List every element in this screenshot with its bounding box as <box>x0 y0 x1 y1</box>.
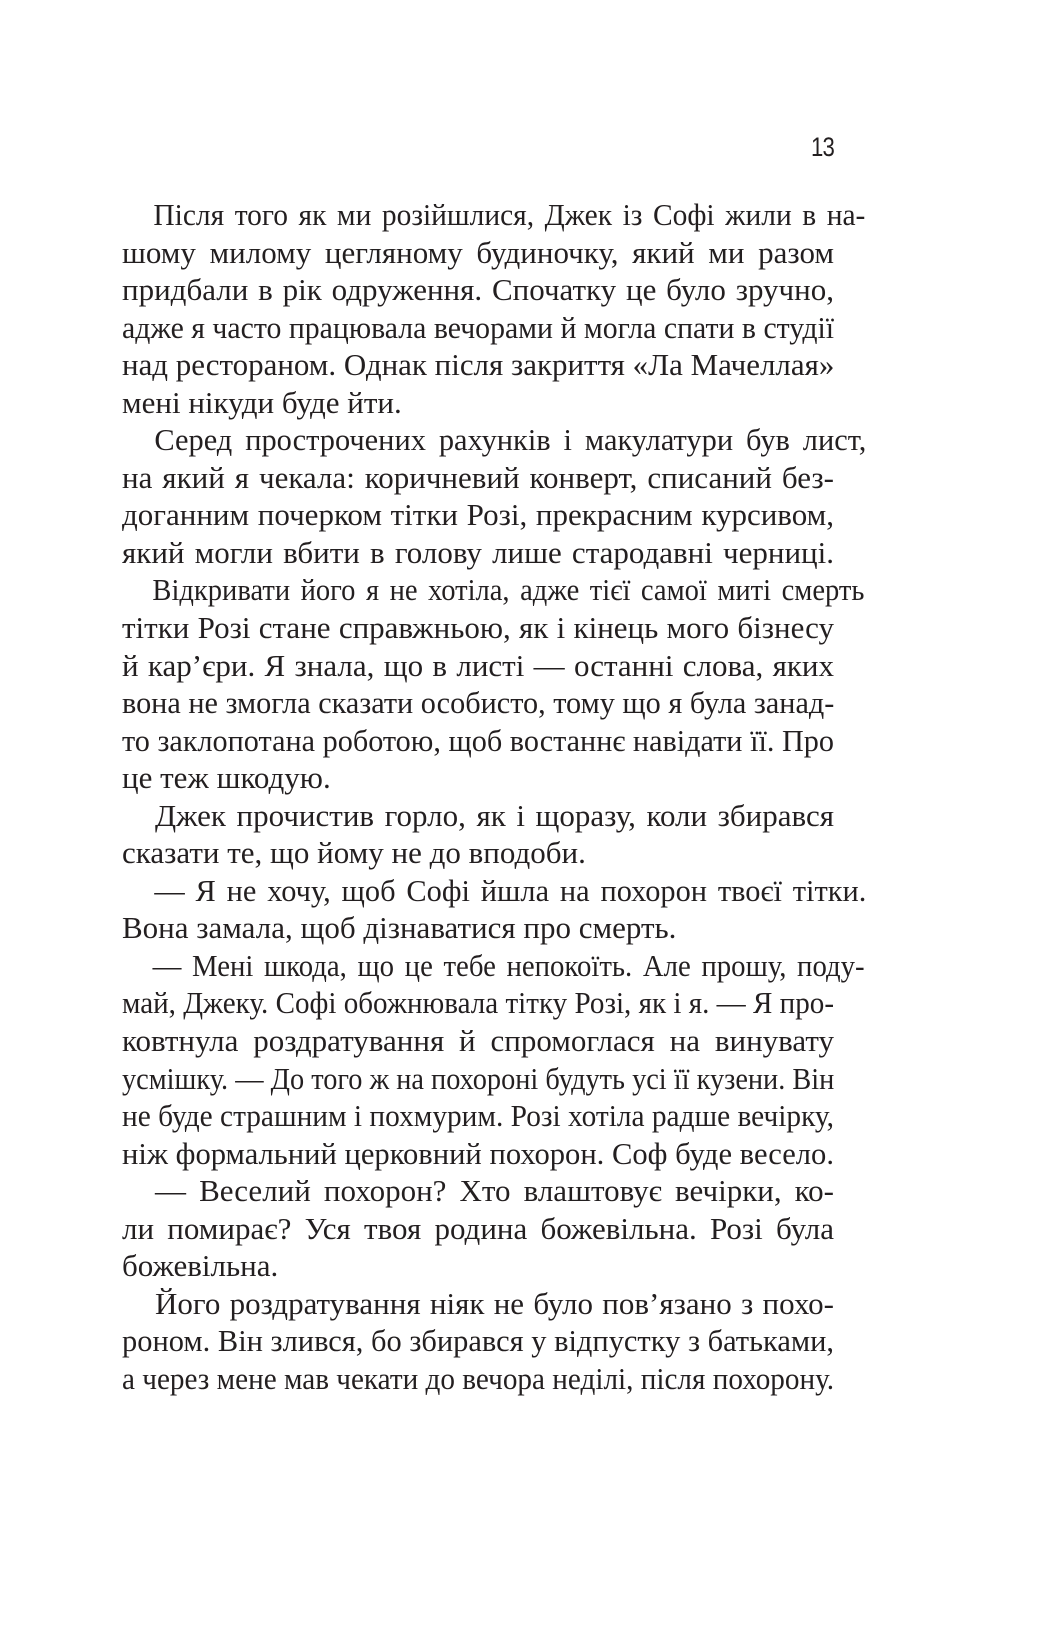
line-text: Джек прочистив горло, як і щоразу, коли збирався <box>155 797 834 833</box>
text-line <box>122 234 834 272</box>
body-text <box>122 196 867 1398</box>
line-text: не буде страшним і похмурим. Розі хотіла радше вечірку, <box>122 1098 834 1134</box>
text-line <box>122 496 834 534</box>
line-text: а через мене мав чекати до вечора неділі, після похорону. <box>122 1360 835 1396</box>
line-text: сказати те, що йому не до вподоби. <box>122 835 586 871</box>
text-line <box>122 1210 834 1248</box>
line-text: вона не змогла сказати особисто, тому що я була занад- <box>122 685 835 721</box>
line-text: тітки Розі стане справжньою, як і кінець мого бізнесу <box>122 610 834 646</box>
line-text: — Я не хочу, щоб Софі йшла на похорон твоєї тітки. <box>154 872 867 908</box>
text-line <box>122 647 834 685</box>
line-text: доганним почерком тітки Розі, прекрасним курсивом, <box>122 497 834 533</box>
paragraph-first-line <box>122 872 867 910</box>
paragraph-first-line <box>122 571 865 609</box>
text-line <box>122 1097 834 1135</box>
text-line <box>122 1360 834 1398</box>
text-line <box>122 684 834 722</box>
text-line <box>122 1022 834 1060</box>
line-text: божевільна. <box>122 1248 279 1284</box>
line-text: ковтнула роздратування й спромоглася на винувату <box>122 1023 834 1059</box>
paragraph-first-line <box>122 421 867 459</box>
line-text: то заклопотана роботою, щоб востаннє навідати її. Про <box>122 722 834 758</box>
line-text: придбали в рік одруження. Спочатку це було зручно, <box>122 272 834 308</box>
text-line <box>122 1060 834 1098</box>
page-number: 13 <box>811 132 834 162</box>
text-line <box>122 1247 834 1285</box>
text-line <box>122 346 834 384</box>
line-text: Після того як ми розійшлися, Джек із Софі жили в на- <box>153 197 866 232</box>
text-line <box>122 759 834 797</box>
line-text: Серед прострочених рахунків і макулатури був лист, <box>154 422 867 458</box>
line-text: ніж формальний церковний похорон. Соф буде весело. <box>122 1135 834 1171</box>
text-line <box>122 309 834 347</box>
line-text: на який я чекала: коричневий конверт, списаний без- <box>122 459 834 495</box>
line-text: це теж шкодую. <box>122 760 331 796</box>
line-text: над рестораном. Однак після закриття «Ла Мачеллая» <box>122 347 835 383</box>
line-text: — Веселий похорон? Хто влаштовує вечірки, ко- <box>155 1173 834 1209</box>
paragraph-first-line <box>122 1172 834 1210</box>
line-text: роном. Він злився, бо збирався у відпустку з батьками, <box>122 1323 835 1359</box>
line-text: й кар’єри. Я знала, що в листі — останні слова, яких <box>122 647 834 683</box>
line-text: усмішку. — До того ж на похороні будуть усі її кузени. Він <box>122 1060 835 1096</box>
text-line <box>122 609 834 647</box>
paragraph-first-line <box>122 1285 834 1323</box>
line-text: мені нікуди буде йти. <box>122 384 402 420</box>
paragraph-first-line <box>122 947 865 985</box>
text-line <box>122 271 834 309</box>
line-text: Його роздратування ніяк не було пов’язано з похо- <box>155 1285 834 1321</box>
text-line <box>122 384 834 422</box>
text-line <box>122 909 834 947</box>
text-line <box>122 722 834 760</box>
line-text: Відкривати його я не хотіла, адже тієї самої миті смерть <box>152 572 865 608</box>
line-text: шому милому цегляному будиночку, який ми разом <box>122 234 834 270</box>
text-line <box>122 984 834 1022</box>
line-text: адже я часто працювала вечорами й могла спати в студії <box>122 309 835 345</box>
line-text: Вона замала, щоб дізнаватися про смерть. <box>122 910 677 946</box>
text-line <box>122 534 834 572</box>
line-text: — Мені шкода, що це тебе непокоїть. Але прошу, поду- <box>152 947 865 983</box>
line-text: ли помирає? Уся твоя родина божевільна. Розі була <box>122 1210 834 1246</box>
text-line <box>122 1322 834 1360</box>
text-line <box>122 834 834 872</box>
paragraph-first-line <box>122 196 866 234</box>
paragraph-first-line <box>122 797 834 835</box>
line-text: май, Джеку. Софі обожнювала тітку Розі, як і я. — Я про- <box>122 985 835 1021</box>
text-line <box>122 1135 834 1173</box>
text-line <box>122 459 834 497</box>
line-text: який могли вбити в голову лише стародавні черниці. <box>122 534 834 570</box>
